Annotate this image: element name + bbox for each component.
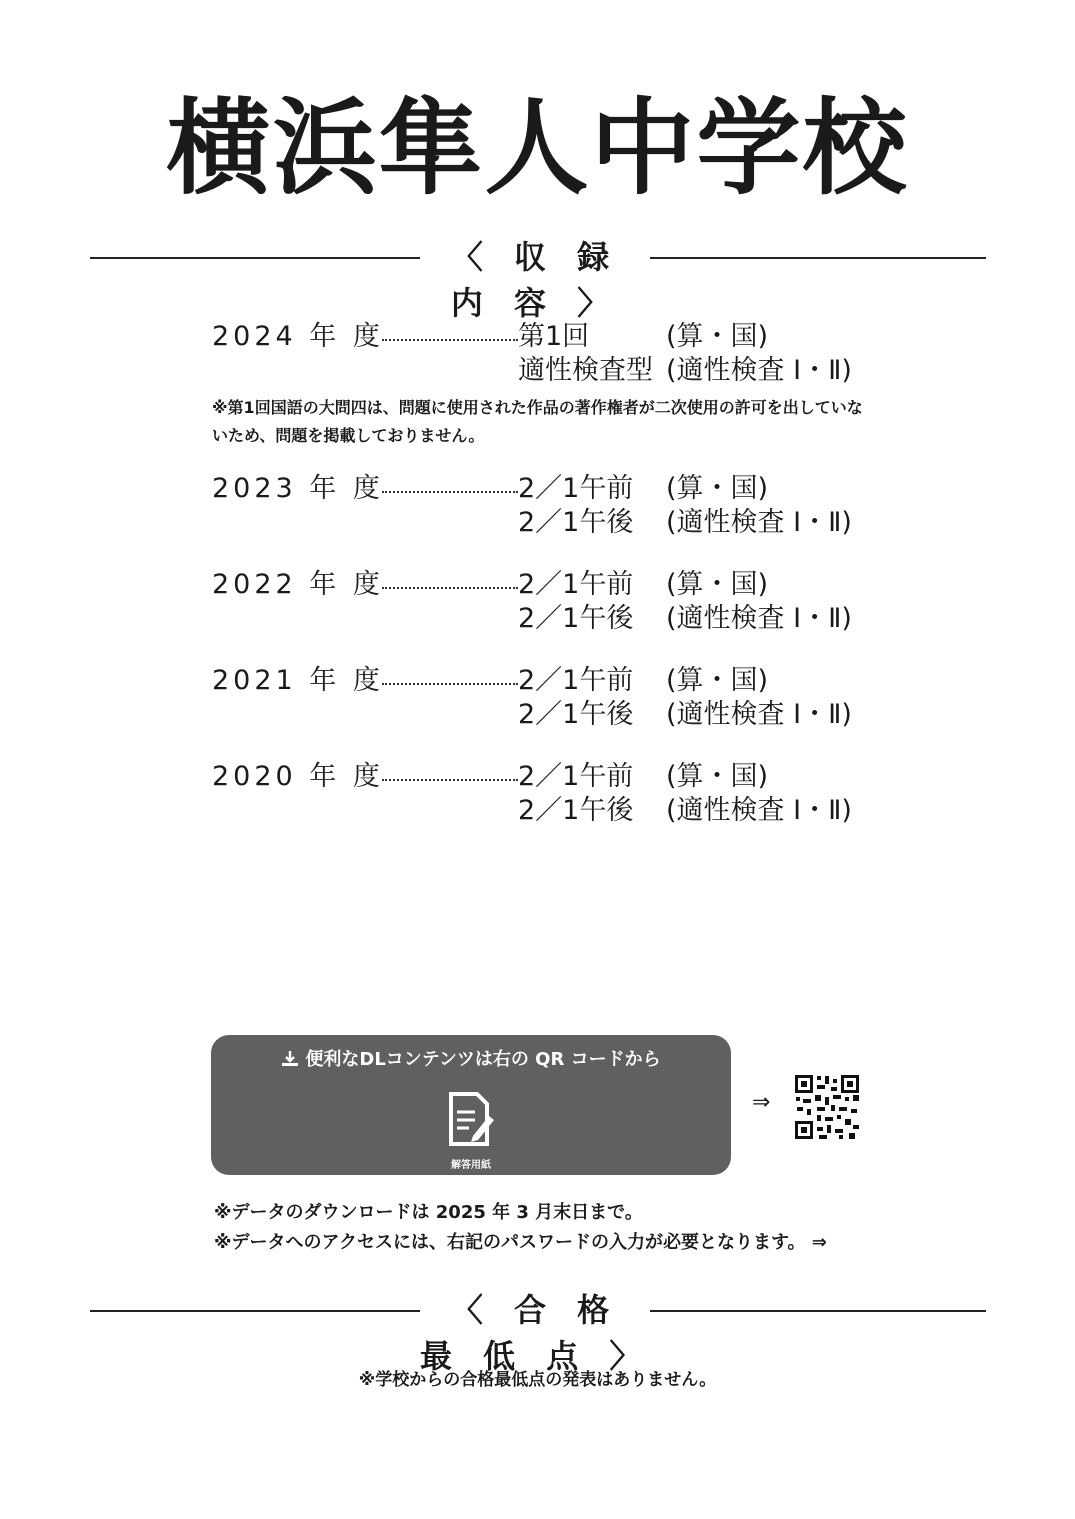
exam-subjects: (算・国): [666, 321, 769, 352]
entry-row: [212, 664, 912, 698]
entry-row: [212, 698, 912, 732]
passing-heading: 〈 合 格 最 低 点 〉: [420, 1291, 652, 1375]
year-label: 2024 年 度: [212, 321, 384, 352]
exam-subjects: (算・国): [666, 665, 769, 696]
entry-row: [212, 602, 912, 636]
exam-subjects: (算・国): [666, 569, 769, 600]
download-deadline-note: ※データのダウンロードは 2025 年 3 月末日まで。: [214, 1202, 643, 1223]
entry-2023: [212, 472, 912, 568]
download-panel: [211, 1035, 731, 1175]
entry-2021: [212, 664, 912, 760]
exam-subjects: (適性検査 Ⅰ・Ⅱ): [666, 699, 852, 730]
exam-name: 2／1午前: [518, 761, 634, 792]
entry-row: [212, 472, 912, 506]
download-notes: [214, 1198, 827, 1258]
passing-divider: [90, 1291, 986, 1375]
exam-subjects: (算・国): [666, 761, 769, 792]
dot-leader: [382, 339, 518, 341]
download-heading-text: 便利なDLコンテンツは右の QR コードから: [305, 1049, 661, 1070]
entry-row: [212, 320, 912, 354]
arrow-icon: ⇒: [752, 1090, 771, 1115]
contents-list: [212, 320, 912, 856]
dot-leader: [382, 683, 518, 685]
download-icon: [281, 1050, 299, 1068]
exam-name: 2／1午後: [518, 699, 634, 730]
qr-code[interactable]: [793, 1073, 861, 1145]
entry-row: [212, 760, 912, 794]
passing-score-note: ※学校からの合格最低点の発表はありません。: [358, 1370, 717, 1390]
divider-line-right: [650, 1310, 986, 1312]
entry-2022: [212, 568, 912, 664]
download-heading: [211, 1045, 731, 1071]
dot-leader: [382, 779, 518, 781]
answer-sheet-caption: 解答用紙: [451, 1160, 491, 1171]
entry-row: [212, 794, 912, 828]
divider-line-left: [90, 257, 420, 259]
entry-2020: [212, 760, 912, 856]
year-label: 2022 年 度: [212, 569, 384, 600]
dot-leader: [382, 587, 518, 589]
exam-name: 2／1午後: [518, 603, 634, 634]
exam-name: 2／1午後: [518, 795, 634, 826]
entry-row: [212, 354, 912, 388]
copyright-note: ※第1回国語の大問四は、問題に使用された作品の著作権者が二次使用の許可を出していないため、問題を掲載しておりません。: [212, 398, 863, 445]
exam-name: 適性検査型: [518, 355, 653, 386]
exam-name: 2／1午前: [518, 473, 634, 504]
exam-name: 2／1午前: [518, 569, 634, 600]
exam-subjects: (適性検査 Ⅰ・Ⅱ): [666, 355, 852, 386]
exam-name: 第1回: [518, 321, 590, 352]
year-label: 2020 年 度: [212, 761, 384, 792]
exam-name: 2／1午前: [518, 665, 634, 696]
entry-row: [212, 506, 912, 540]
school-title: 横浜隼人中学校: [166, 87, 909, 209]
contents-heading: 〈 収 録 内 容 〉: [450, 238, 620, 322]
dot-leader: [382, 491, 518, 493]
exam-name: 2／1午後: [518, 507, 634, 538]
password-note: ※データへのアクセスには、右記のパスワードの入力が必要となります。 ⇒: [214, 1232, 827, 1253]
year-label: 2023 年 度: [212, 473, 384, 504]
divider-line-left: [90, 1310, 420, 1312]
entry-2024: [212, 320, 912, 448]
entry-row: [212, 568, 912, 602]
answer-sheet-icon: [445, 1090, 497, 1160]
year-label: 2021 年 度: [212, 665, 384, 696]
qr-code-icon: [793, 1073, 861, 1141]
exam-subjects: (算・国): [666, 473, 769, 504]
contents-divider: [90, 238, 986, 322]
exam-subjects: (適性検査 Ⅰ・Ⅱ): [666, 603, 852, 634]
answer-sheet-button[interactable]: [445, 1090, 497, 1171]
divider-line-right: [650, 257, 986, 259]
exam-subjects: (適性検査 Ⅰ・Ⅱ): [666, 795, 852, 826]
exam-subjects: (適性検査 Ⅰ・Ⅱ): [666, 507, 852, 538]
